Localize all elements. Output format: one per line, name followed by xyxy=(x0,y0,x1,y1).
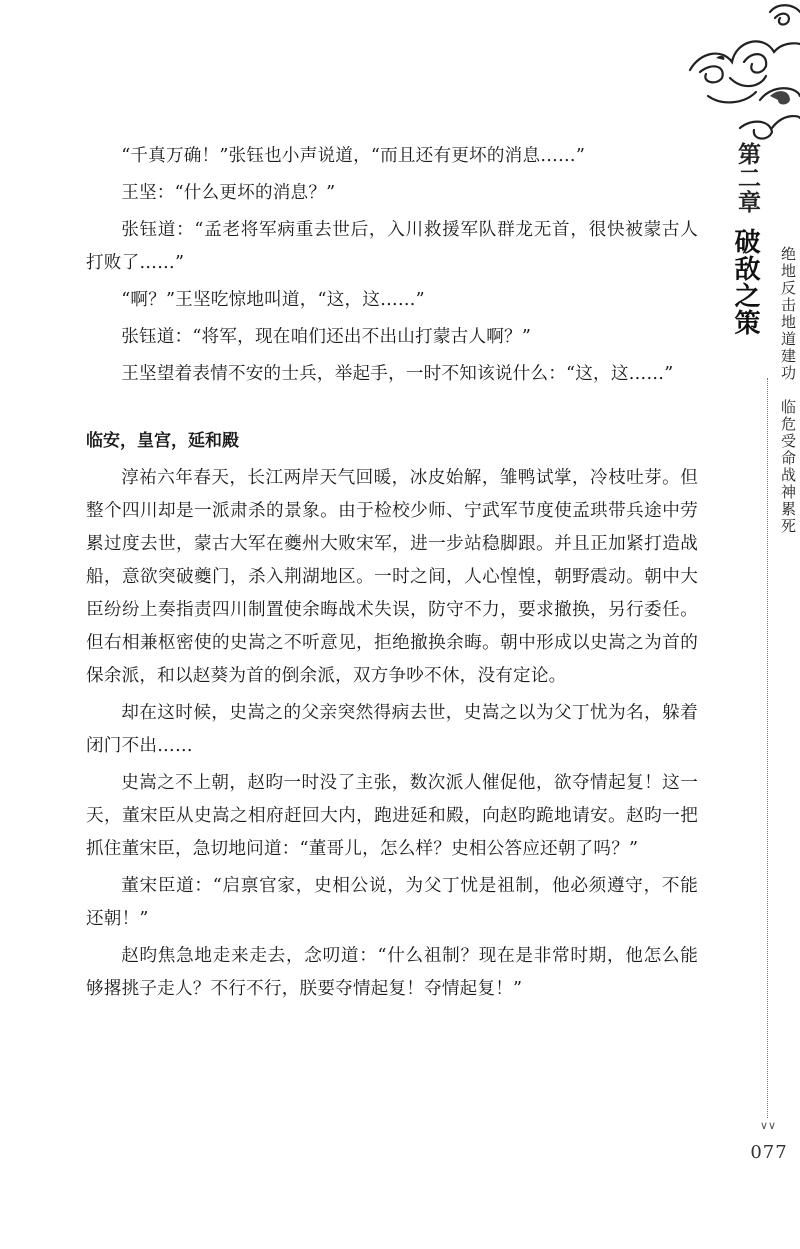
paragraph: 王坚：“什么更坏的消息？” xyxy=(121,183,336,203)
chapter-subtitle: 绝地反击地道建功 临危受命战神累死 xyxy=(779,246,797,535)
paragraph: 张钰道：“孟老将军病重去世后，入川救援军队群龙无首，很快被蒙古人打败了……” xyxy=(86,220,698,273)
cloud-ornament-icon xyxy=(0,0,800,140)
paragraph: 董宋臣道：“启禀官家，史相公说，为父丁忧是祖制，他必须遵守，不能还朝！” xyxy=(86,876,698,929)
paragraph: 史嵩之不上朝，赵昀一时没了主张，数次派人催促他，欲夺情起复！这一天，董宋臣从史嵩之相府赶回大内，跑进延和殿，向赵昀跪地请安。赵昀一把抓住董宋臣，急切地问道：“董哥儿，怎么样？史相公答应还朝了吗？” xyxy=(86,773,698,859)
paragraph: “千真万确！”张钰也小声说道，“而且还有更坏的消息……” xyxy=(121,146,586,166)
page-number: 077 xyxy=(750,1142,788,1163)
paragraph: “啊？”王坚吃惊地叫道，“这，这……” xyxy=(121,290,425,310)
chapter-title: 破敌之策 xyxy=(730,228,760,336)
section-heading: 临安，皇宫，延和殿 xyxy=(86,431,239,451)
paragraph: 王坚望着表情不安的士兵，举起手，一时不知该说什么：“这，这……” xyxy=(121,364,674,384)
chapter-number: 第二章 xyxy=(734,142,761,214)
paragraph: 却在这时候，史嵩之的父亲突然得病去世，史嵩之以为父丁忧为名，躲着闭门不出…… xyxy=(86,703,698,756)
paragraph: 张钰道：“将军，现在咱们还出不出山打蒙古人啊？” xyxy=(121,327,532,347)
body-text xyxy=(86,140,698,1010)
margin-dotted-line xyxy=(767,378,768,1118)
paragraph: 淳祐六年春天，长江两岸天气回暖，冰皮始解，雏鸭试掌，冷枝吐芽。但整个四川却是一派肃杀的景象。由于检校少师、宁武军节度使孟珙带兵途中劳累过度去世，蒙古大军在夔州大败宋军，进一步站稳脚跟。并且正加紧打造战船，意欲突破夔门，杀入荆湖地区。一时之间，人心惶惶，朝野震动。朝中大臣纷纷上奏指责四川制置使余晦战术失误，防守不力，要求撤换，另行委任。但右相兼枢密使的史嵩之不听意见，拒绝撤换余晦。朝中形成以史嵩之为首的保余派，和以赵葵为首的倒余派，双方争吵不休，没有定论。 xyxy=(86,468,698,686)
page-arrows-icon: ∨∨ xyxy=(760,1119,777,1132)
paragraph: 赵昀焦急地走来走去，念叨道：“什么祖制？现在是非常时期，他怎么能够撂挑子走人？不行不行，朕要夺情起复！夺情起复！” xyxy=(86,946,698,999)
